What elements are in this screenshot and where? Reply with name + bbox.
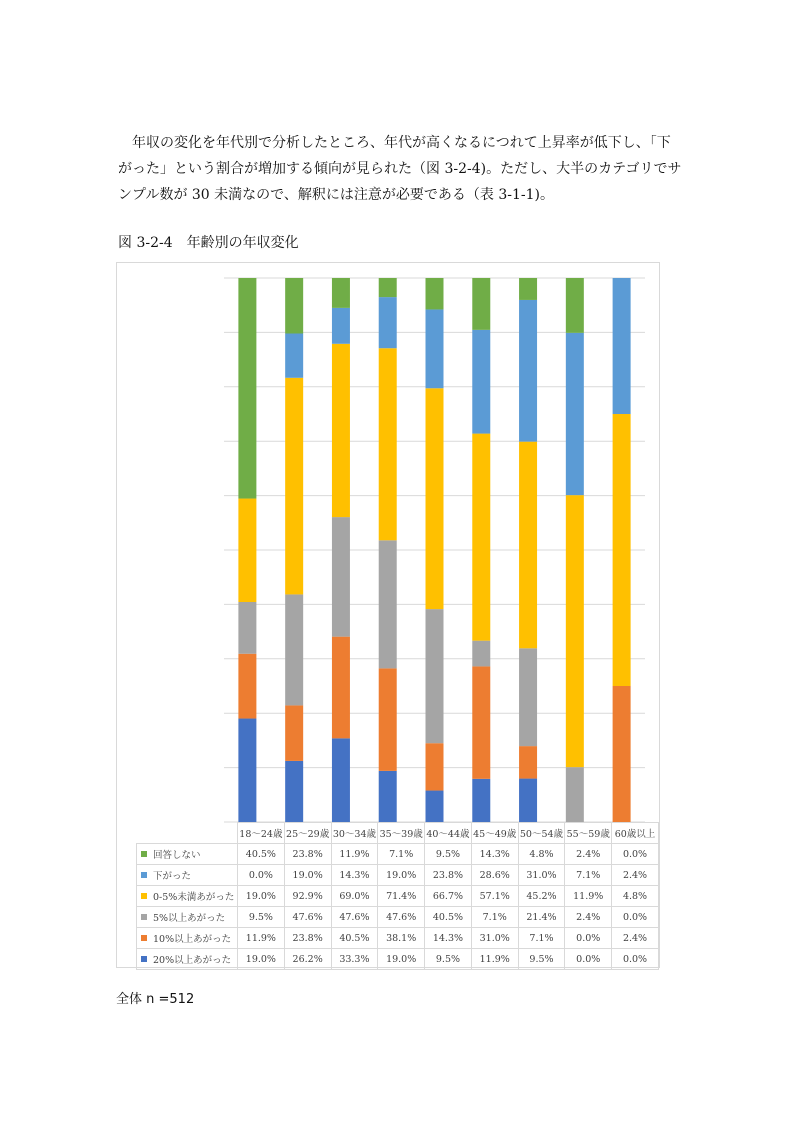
bar-segment: [332, 344, 350, 517]
body-paragraph: 年収の変化を年代別で分析したところ、年代が高くなるにつれて上昇率が低下し、「下がった」という割合が増加する傾向が見られた（図 3-2-4)。ただし、大半のカテゴリでサンプル数が 30 未満なので、解釈には注意が必要である（表 3-1-1)。: [118, 135, 682, 203]
table-row: [137, 928, 659, 949]
bar-segment: [426, 609, 444, 743]
bar-segment: [566, 495, 584, 767]
legend-entry: [137, 928, 238, 949]
bar-segment: [519, 300, 537, 442]
bar-segment: [426, 388, 444, 609]
bar-segment: [472, 330, 490, 434]
bar-segment: [426, 791, 444, 822]
bar-segment: [332, 517, 350, 637]
data-value-cell: 19.0%: [378, 865, 425, 886]
category-tick-label: 45〜49歳: [471, 823, 518, 844]
data-value-cell: 14.3%: [471, 844, 518, 865]
legend-swatch-icon: [141, 851, 147, 857]
stacked-bar-plot: [117, 263, 659, 825]
bar-segment: [238, 499, 256, 602]
bar-segment: [285, 705, 303, 760]
data-value-cell: 40.5%: [238, 844, 285, 865]
data-value-cell: 47.6%: [284, 907, 331, 928]
bar-segment: [566, 767, 584, 822]
bar-segment: [519, 746, 537, 778]
bar-segment: [379, 348, 397, 540]
category-tick-label: 18〜24歳: [238, 823, 285, 844]
bar-segment: [285, 333, 303, 377]
data-value-cell: 4.8%: [518, 844, 565, 865]
legend-entry: [137, 949, 238, 970]
data-value-cell: 38.1%: [378, 928, 425, 949]
data-value-cell: 14.3%: [331, 865, 378, 886]
data-value-cell: 69.0%: [331, 886, 378, 907]
data-value-cell: 7.1%: [518, 928, 565, 949]
bar-segment: [285, 378, 303, 595]
bar-segment: [613, 414, 631, 686]
legend-swatch-icon: [141, 893, 147, 899]
bar-segment: [238, 654, 256, 719]
data-value-cell: 7.1%: [471, 907, 518, 928]
data-value-cell: 7.1%: [565, 865, 612, 886]
bar-segment: [519, 442, 537, 649]
bar-segment: [332, 637, 350, 739]
bar-segment: [426, 278, 444, 309]
data-value-cell: 0.0%: [612, 949, 659, 970]
bar-segment: [332, 738, 350, 822]
legend-entry: [137, 886, 238, 907]
series-name: 回答しない: [153, 850, 201, 861]
bar-segment: [566, 333, 584, 495]
bar-segment: [472, 641, 490, 667]
data-value-cell: 11.9%: [238, 928, 285, 949]
data-value-cell: 23.8%: [284, 844, 331, 865]
data-value-cell: 14.3%: [425, 928, 472, 949]
bar-segment: [238, 278, 256, 499]
series-name: 20%以上あがった: [153, 955, 232, 966]
bar-segment: [379, 278, 397, 297]
legend-entry: [137, 865, 238, 886]
category-tick-label: 50〜54歳: [518, 823, 565, 844]
series-name: 0-5%未満あがった: [153, 892, 235, 903]
bar-segment: [426, 743, 444, 790]
data-value-cell: 9.5%: [425, 844, 472, 865]
bar-segment: [472, 666, 490, 778]
bar-segment: [566, 278, 584, 333]
data-value-cell: 40.5%: [425, 907, 472, 928]
legend-entry: [137, 844, 238, 865]
legend-swatch-icon: [141, 914, 147, 920]
data-value-cell: 40.5%: [331, 928, 378, 949]
data-value-cell: 45.2%: [518, 886, 565, 907]
chart-frame: [116, 262, 660, 968]
data-value-cell: 28.6%: [471, 865, 518, 886]
category-tick-label: 30〜34歳: [331, 823, 378, 844]
data-value-cell: 19.0%: [238, 886, 285, 907]
legend-entry: [137, 907, 238, 928]
series-name: 10%以上あがった: [153, 934, 232, 945]
data-value-cell: 2.4%: [565, 844, 612, 865]
data-value-cell: 11.9%: [471, 949, 518, 970]
category-tick-label: 25〜29歳: [284, 823, 331, 844]
data-value-cell: 71.4%: [378, 886, 425, 907]
data-value-cell: 0.0%: [612, 907, 659, 928]
legend-swatch-icon: [141, 935, 147, 941]
bar-segment: [379, 771, 397, 822]
bar-segment: [238, 719, 256, 822]
data-value-cell: 7.1%: [378, 844, 425, 865]
data-value-cell: 47.6%: [378, 907, 425, 928]
bar-segment: [285, 278, 303, 333]
sample-size-note: 全体 n =512: [116, 992, 195, 1007]
data-value-cell: 0.0%: [565, 949, 612, 970]
data-value-cell: 2.4%: [565, 907, 612, 928]
category-tick-label: 55〜59歳: [565, 823, 612, 844]
bar-segment: [379, 297, 397, 348]
bar-segment: [472, 278, 490, 330]
bar-segment: [519, 779, 537, 822]
data-value-cell: 0.0%: [612, 844, 659, 865]
data-value-cell: 23.8%: [425, 865, 472, 886]
data-value-cell: 47.6%: [331, 907, 378, 928]
bar-segment: [519, 278, 537, 300]
series-name: 下がった: [153, 871, 192, 882]
figure-title: 図 3-2-4 年齢別の年収変化: [118, 235, 299, 251]
bar-segment: [472, 779, 490, 822]
data-value-cell: 19.0%: [284, 865, 331, 886]
data-value-cell: 31.0%: [471, 928, 518, 949]
data-value-cell: 9.5%: [425, 949, 472, 970]
bar-segment: [613, 278, 631, 414]
bar-segment: [332, 278, 350, 308]
data-value-cell: 66.7%: [425, 886, 472, 907]
data-value-cell: 21.4%: [518, 907, 565, 928]
data-value-cell: 2.4%: [612, 928, 659, 949]
bar-segment: [519, 648, 537, 746]
category-tick-label: 60歳以上: [612, 823, 659, 844]
bar-segment: [379, 540, 397, 668]
data-table: [136, 822, 659, 970]
data-value-cell: 23.8%: [284, 928, 331, 949]
bar-segment: [332, 308, 350, 344]
bar-segment: [613, 686, 631, 822]
category-tick-label: 35〜39歳: [378, 823, 425, 844]
data-value-cell: 19.0%: [238, 949, 285, 970]
data-value-cell: 57.1%: [471, 886, 518, 907]
legend-swatch-icon: [141, 956, 147, 962]
data-value-cell: 26.2%: [284, 949, 331, 970]
data-value-cell: 31.0%: [518, 865, 565, 886]
bar-segment: [426, 309, 444, 388]
series-name: 5%以上あがった: [153, 913, 226, 924]
data-value-cell: 2.4%: [612, 865, 659, 886]
bar-segment: [285, 761, 303, 822]
table-row: [137, 865, 659, 886]
data-value-cell: 9.5%: [238, 907, 285, 928]
table-row: [137, 844, 659, 865]
table-row: [137, 886, 659, 907]
data-value-cell: 19.0%: [378, 949, 425, 970]
data-value-cell: 0.0%: [238, 865, 285, 886]
bar-segment: [285, 594, 303, 705]
table-row: [137, 949, 659, 970]
bar-segment: [472, 434, 490, 641]
data-value-cell: 11.9%: [565, 886, 612, 907]
data-value-cell: 0.0%: [565, 928, 612, 949]
data-value-cell: 33.3%: [331, 949, 378, 970]
data-value-cell: 92.9%: [284, 886, 331, 907]
table-row: [137, 907, 659, 928]
legend-swatch-icon: [141, 872, 147, 878]
bar-segment: [379, 668, 397, 771]
bar-segment: [238, 602, 256, 654]
category-tick-label: 40〜44歳: [425, 823, 472, 844]
data-value-cell: 11.9%: [331, 844, 378, 865]
data-value-cell: 9.5%: [518, 949, 565, 970]
data-value-cell: 4.8%: [612, 886, 659, 907]
